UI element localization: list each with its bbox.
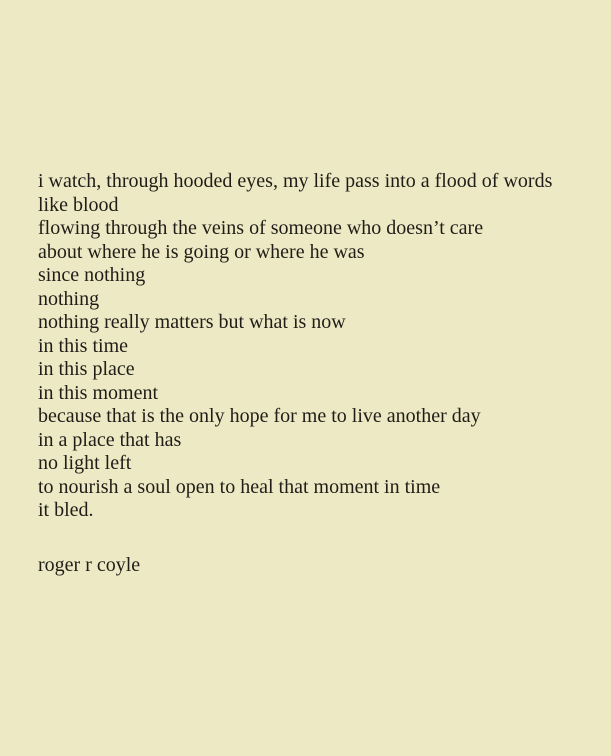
poem-text xyxy=(38,170,591,523)
poem-line: in this place xyxy=(38,358,135,380)
poem-line: i watch, through hooded eyes, my life pass into a flood of words xyxy=(38,170,553,192)
poem-line: flowing through the veins of someone who doesn’t care xyxy=(38,217,484,239)
poem-line: in a place that has xyxy=(38,428,182,451)
poem-line: because that is the only hope for me to live another day xyxy=(38,405,481,427)
poem-line: to nourish a soul open to heal that moment in time xyxy=(38,475,441,498)
author-signature: roger r coyle xyxy=(38,553,141,576)
poem-line: it bled. xyxy=(38,499,94,521)
poem-line: nothing really matters but what is now xyxy=(38,311,346,333)
poem-line: in this moment xyxy=(38,381,158,404)
poem-line: about where he is going or where he was xyxy=(38,240,365,263)
poem-line: since nothing xyxy=(38,264,146,286)
poem-line: no light left xyxy=(38,452,132,474)
poem-line: nothing xyxy=(38,287,100,310)
poem-line: in this time xyxy=(38,334,128,357)
poem-line: like blood xyxy=(38,193,119,216)
